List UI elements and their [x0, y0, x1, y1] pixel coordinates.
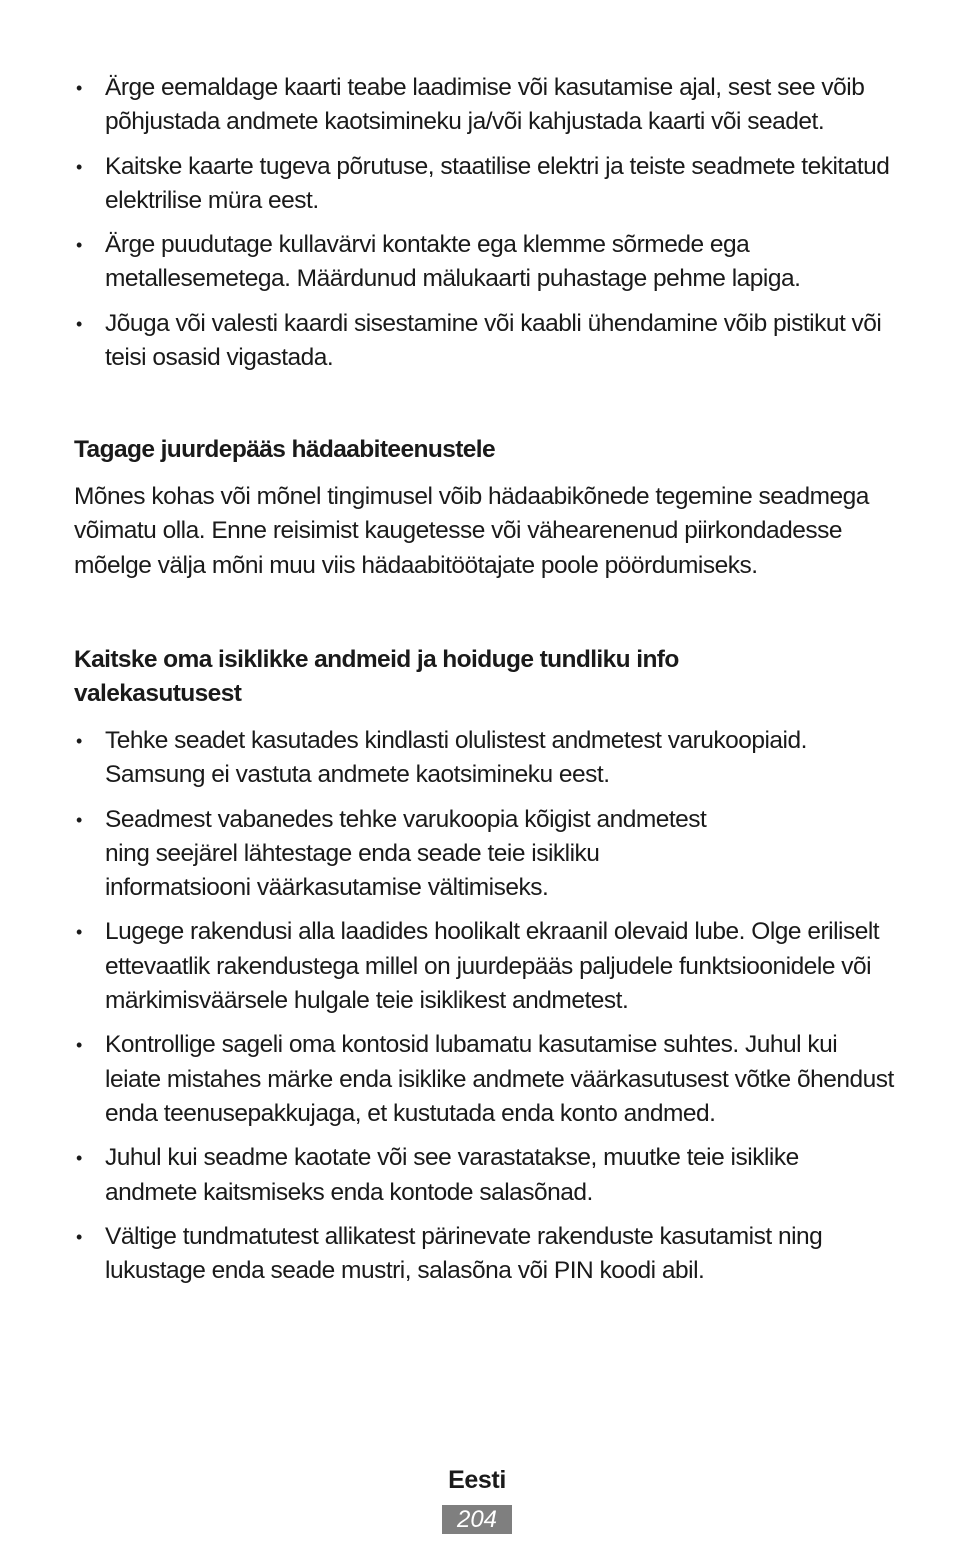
- list-item-text: Ärge puudutage kullavärvi kontakte ega klemme sõrmede ega metallesemetega. Määrdunud mälukaarti puhastage pehme lapiga.: [105, 231, 801, 293]
- bullet-icon: •: [76, 235, 82, 256]
- bullet-icon: •: [76, 809, 82, 830]
- memory-card-list: [74, 71, 894, 375]
- list-item: [74, 71, 894, 140]
- emergency-heading: Tagage juurdepääs hädaabiteenustele: [74, 436, 496, 463]
- bullet-icon: •: [76, 922, 82, 943]
- list-item-text: Kaitske kaarte tugeva põrutuse, staatilise elektri ja teiste seadmete tekitatud elektrilise müra eest.: [105, 152, 890, 214]
- list-item-text: Seadmest vabanedes tehke varukoopia kõigist andmetest ning seejärel lähtestage enda seade teie isikliku informatsiooni väärkasutamise vältimiseks.: [105, 805, 707, 902]
- list-item-text: Tehke seadet kasutades kindlasti olulistest andmetest varukoopiaid. Samsung ei vastuta andmete kaotsimineku eest.: [105, 727, 807, 789]
- bullet-icon: •: [76, 1148, 82, 1169]
- list-item: [74, 1220, 894, 1289]
- bullet-icon: •: [76, 1226, 82, 1247]
- footer-language: Eesti: [448, 1466, 506, 1494]
- page-number: 204: [442, 1505, 512, 1534]
- list-item: [74, 228, 894, 297]
- bullet-icon: •: [76, 78, 82, 98]
- list-item: [74, 150, 894, 219]
- list-item: [74, 307, 894, 376]
- list-item-text: Vältige tundmatutest allikatest pärinevate rakenduste kasutamist ning lukustage enda seade mustri, salasõna või PIN koodi abil.: [105, 1222, 823, 1285]
- emergency-paragraph: Mõnes kohas või mõnel tingimusel võib hädaabikõnede tegemine seadmega võimatu olla. Enne reisimist kaugetesse või vähearenenud piirkondadesse mõelge välja mõni muu viis hädaabitöötajate poole pöördumiseks.: [74, 483, 869, 579]
- list-item-text: Lugege rakendusi alla laadides hoolikalt ekraanil olevaid lube. Olge eriliselt ettevaatlik rakendustega millel on juurdepääs paljudele funktsioonidele või märkimisväärsele hulgale teie isiklikest andmetest.: [105, 918, 880, 1015]
- list-item: [74, 915, 925, 1018]
- personal-data-list: [74, 724, 894, 1288]
- bullet-icon: •: [76, 156, 82, 177]
- list-item-text: Kontrollige sageli oma kontosid lubamatu kasutamise suhtes. Juhul kui leiate mistahes märke enda isiklike andmete väärkasutusest võtke õhendust enda teenusepakkujaga, et kustutada enda konto andmed.: [105, 1031, 894, 1127]
- list-item-text: Juhul kui seadme kaotate või see varastatakse, muutke teie isiklike andmete kaitsmiseks enda kontode salasõnad.: [105, 1144, 799, 1206]
- bullet-icon: •: [76, 731, 82, 751]
- bullet-icon: •: [76, 313, 82, 334]
- personal-data-heading: Kaitske oma isiklikke andmeid ja hoiduge tundliku info valekasutusest: [74, 646, 679, 708]
- list-item: [74, 803, 894, 906]
- list-item-text: Jõuga või valesti kaardi sisestamine või kaabli ühendamine võib pistikut või teisi osasid vigastada.: [105, 309, 882, 372]
- list-item: [74, 724, 894, 793]
- list-item: [74, 1141, 894, 1210]
- bullet-icon: •: [76, 1035, 82, 1056]
- list-item: [74, 1028, 894, 1131]
- list-item-text: Ärge eemaldage kaarti teabe laadimise või kasutamise ajal, sest see võib põhjustada andmete kaotsimineku ja/või kahjustada kaarti või seadet.: [105, 74, 865, 136]
